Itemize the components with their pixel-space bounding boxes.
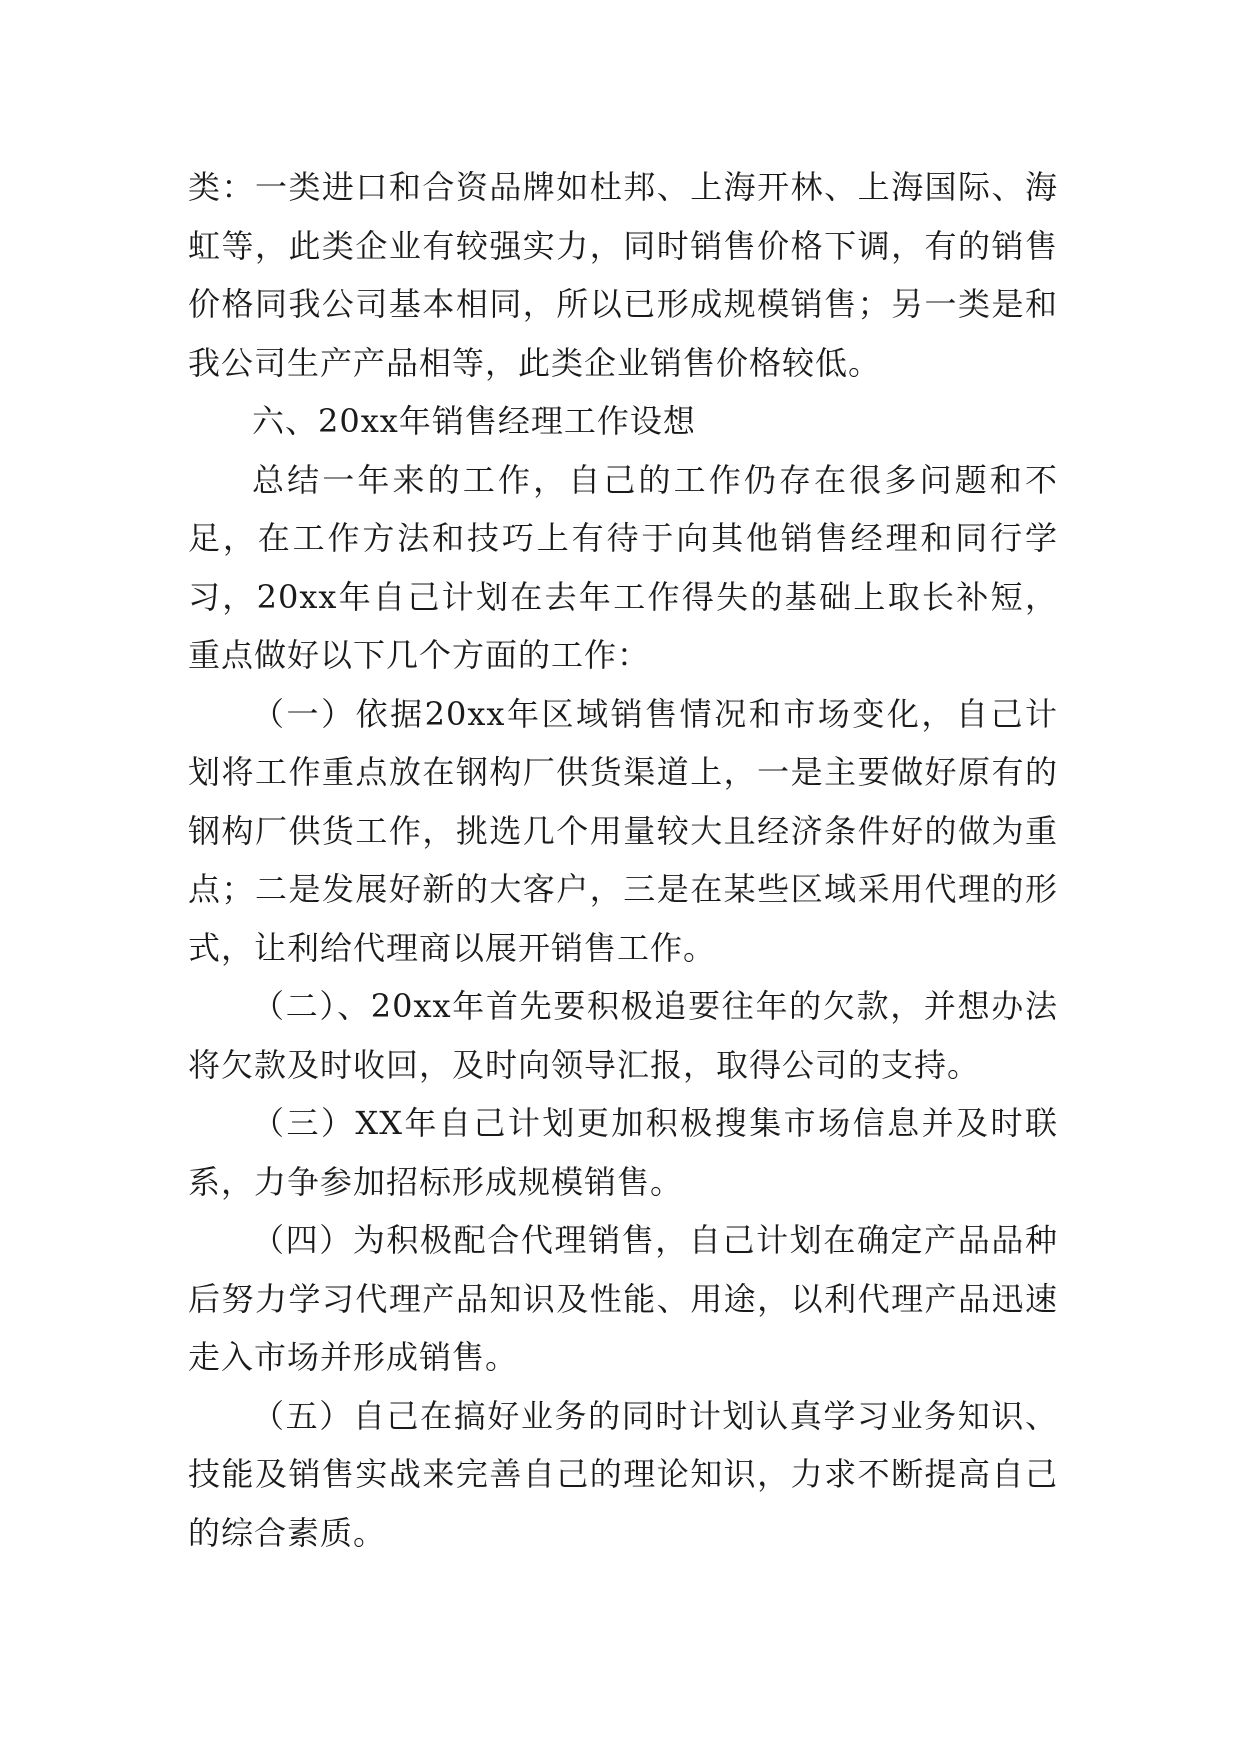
paragraph-item-four: （四）为积极配合代理销售，自己计划在确定产品品种后努力学习代理产品知识及性能、用途，以利代理产品迅速走入市场并形成销售。 bbox=[188, 1221, 1058, 1376]
paragraph-item-five: （五）自己在搞好业务的同时计划认真学习业务知识、技能及销售实战来完善自己的理论知识，力求不断提高自己的综合素质。 bbox=[188, 1396, 1058, 1552]
paragraph-summary: 总结一年来的工作，自己的工作仍存在很多问题和不足，在工作方法和技巧上有待于向其他销售经理和同行学习，20xx年自己计划在去年工作得失的基础上取长补短，重点做好以下几个方面的工作： bbox=[188, 460, 1058, 674]
document-body bbox=[188, 158, 1058, 1562]
paragraph-item-three: （三）XX年自己计划更加积极搜集市场信息并及时联系，力争参加招标形成规模销售。 bbox=[188, 1104, 1058, 1201]
paragraph-item-two: （二）、20xx年首先要积极追要往年的欠款，并想办法将欠款及时收回，及时向领导汇报，取得公司的支持。 bbox=[188, 987, 1058, 1084]
paragraph-item-one: （一）依据20xx年区域销售情况和市场变化，自己计划将工作重点放在钢构厂供货渠道上，一是主要做好原有的钢构厂供货工作，挑选几个用量较大且经济条件好的做为重点；二是发展好新的大客户，三是在某些区域采用代理的形式，让利给代理商以展开销售工作。 bbox=[188, 694, 1058, 967]
paragraph-continuation: 类：一类进口和合资品牌如杜邦、上海开林、上海国际、海虹等，此类企业有较强实力，同时销售价格下调，有的销售价格同我公司基本相同，所以已形成规模销售；另一类是和我公司生产产品相等，此类企业销售价格较低。 bbox=[188, 168, 1058, 382]
section-heading-six: 六、20xx年销售经理工作设想 bbox=[252, 402, 696, 440]
